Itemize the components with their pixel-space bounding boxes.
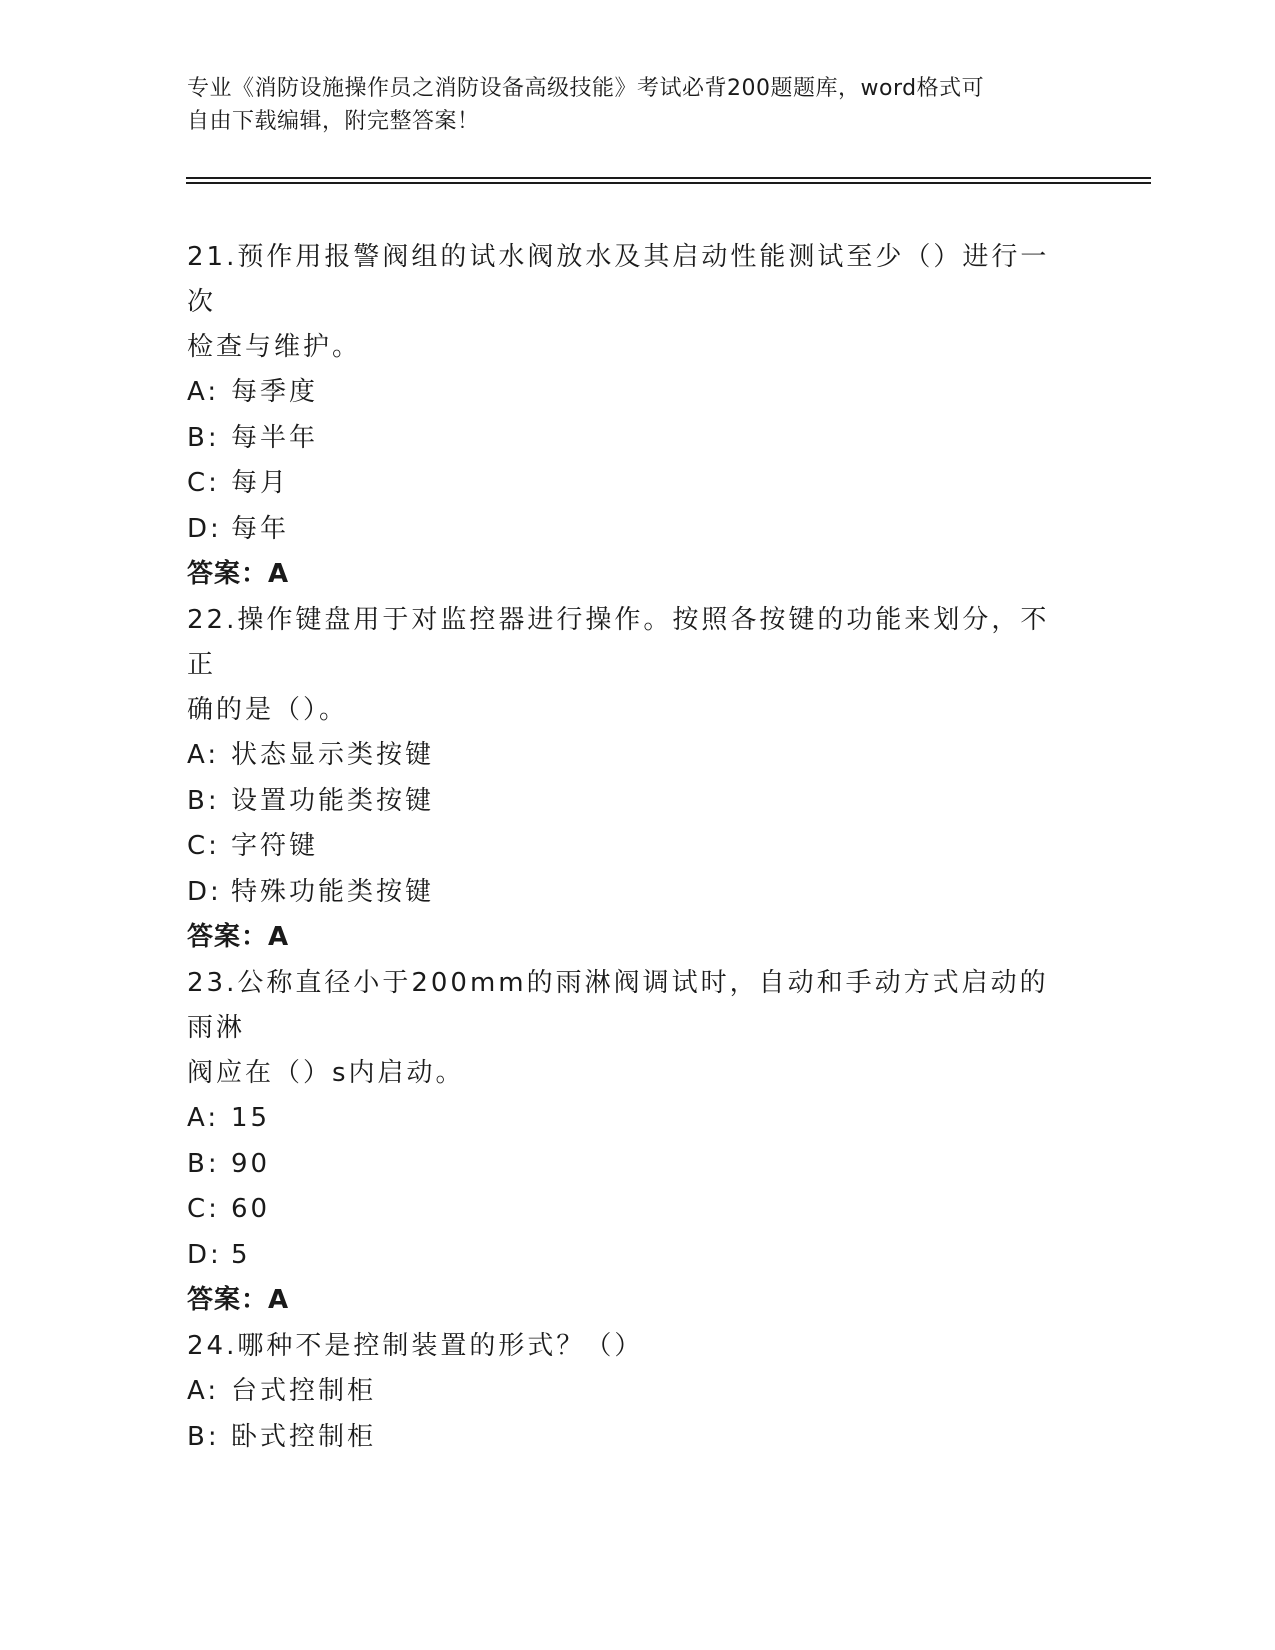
option-b <box>187 1415 1067 1461</box>
question-stem-line: 检查与维护。 <box>187 332 362 362</box>
answer-line: 答案：A <box>187 1285 290 1315</box>
option-letter: D: <box>187 876 222 907</box>
option-text: 每半年 <box>231 422 319 453</box>
option-a <box>187 1369 1067 1415</box>
option-text: 卧式控制柜 <box>231 1421 377 1452</box>
question-stem-line: 24.哪种不是控制装置的形式？（） <box>187 1331 644 1361</box>
option-b <box>187 416 1067 462</box>
option-d <box>187 1233 1067 1279</box>
question-stem-line: 阀应在（）s内启动。 <box>187 1058 465 1088</box>
question-stem-line: 确的是（）。 <box>187 695 349 725</box>
option-text: 90 <box>231 1148 271 1179</box>
option-d <box>187 870 1067 916</box>
option-letter: C: <box>187 831 220 861</box>
question-stem-line: 22.操作键盘用于对监控器进行操作。按照各按键的功能来划分，不正 <box>187 605 1050 680</box>
option-text: 60 <box>231 1194 271 1224</box>
question-22 <box>187 598 1067 961</box>
option-letter: D: <box>187 1239 222 1270</box>
document-header <box>187 72 1067 138</box>
header-line-2: 自由下载编辑，附完整答案！ <box>187 109 480 134</box>
option-text: 台式控制柜 <box>231 1376 377 1406</box>
option-letter: A: <box>187 1103 220 1133</box>
option-letter: B: <box>187 422 220 453</box>
option-c <box>187 824 1067 870</box>
option-text: 特殊功能类按键 <box>231 876 435 907</box>
header-line-1: 专业《消防设施操作员之消防设备高级技能》考试必背200题题库，word格式可 <box>187 76 985 101</box>
option-b <box>187 779 1067 825</box>
option-letter: D: <box>187 513 222 544</box>
question-23 <box>187 961 1067 1324</box>
header-divider-top <box>186 177 1151 179</box>
option-d <box>187 507 1067 553</box>
question-stem-line: 21.预作用报警阀组的试水阀放水及其启动性能测试至少（）进行一次 <box>187 242 1050 317</box>
option-text: 状态显示类按键 <box>231 740 435 770</box>
question-21 <box>187 235 1067 598</box>
option-c <box>187 461 1067 507</box>
option-letter: A: <box>187 740 220 770</box>
option-c <box>187 1187 1067 1233</box>
option-letter: B: <box>187 785 220 816</box>
option-letter: A: <box>187 1376 220 1406</box>
question-24 <box>187 1324 1067 1460</box>
option-letter: C: <box>187 468 220 498</box>
option-text: 每年 <box>231 513 290 544</box>
option-text: 每月 <box>231 468 290 498</box>
option-text: 字符键 <box>231 831 319 861</box>
option-b <box>187 1142 1067 1188</box>
question-stem-line: 23.公称直径小于200mm的雨淋阀调试时，自动和手动方式启动的雨淋 <box>187 968 1049 1043</box>
option-text: 5 <box>231 1239 251 1270</box>
option-letter: A: <box>187 377 220 407</box>
answer-line: 答案：A <box>187 922 290 952</box>
answer-line: 答案：A <box>187 559 290 589</box>
option-letter: B: <box>187 1148 220 1179</box>
option-text: 15 <box>231 1103 271 1133</box>
option-text: 每季度 <box>231 377 319 407</box>
option-a <box>187 1096 1067 1142</box>
option-text: 设置功能类按键 <box>231 785 435 816</box>
header-divider-bottom <box>186 182 1151 184</box>
option-letter: B: <box>187 1421 220 1452</box>
option-a <box>187 370 1067 416</box>
option-a <box>187 733 1067 779</box>
option-letter: C: <box>187 1194 220 1224</box>
